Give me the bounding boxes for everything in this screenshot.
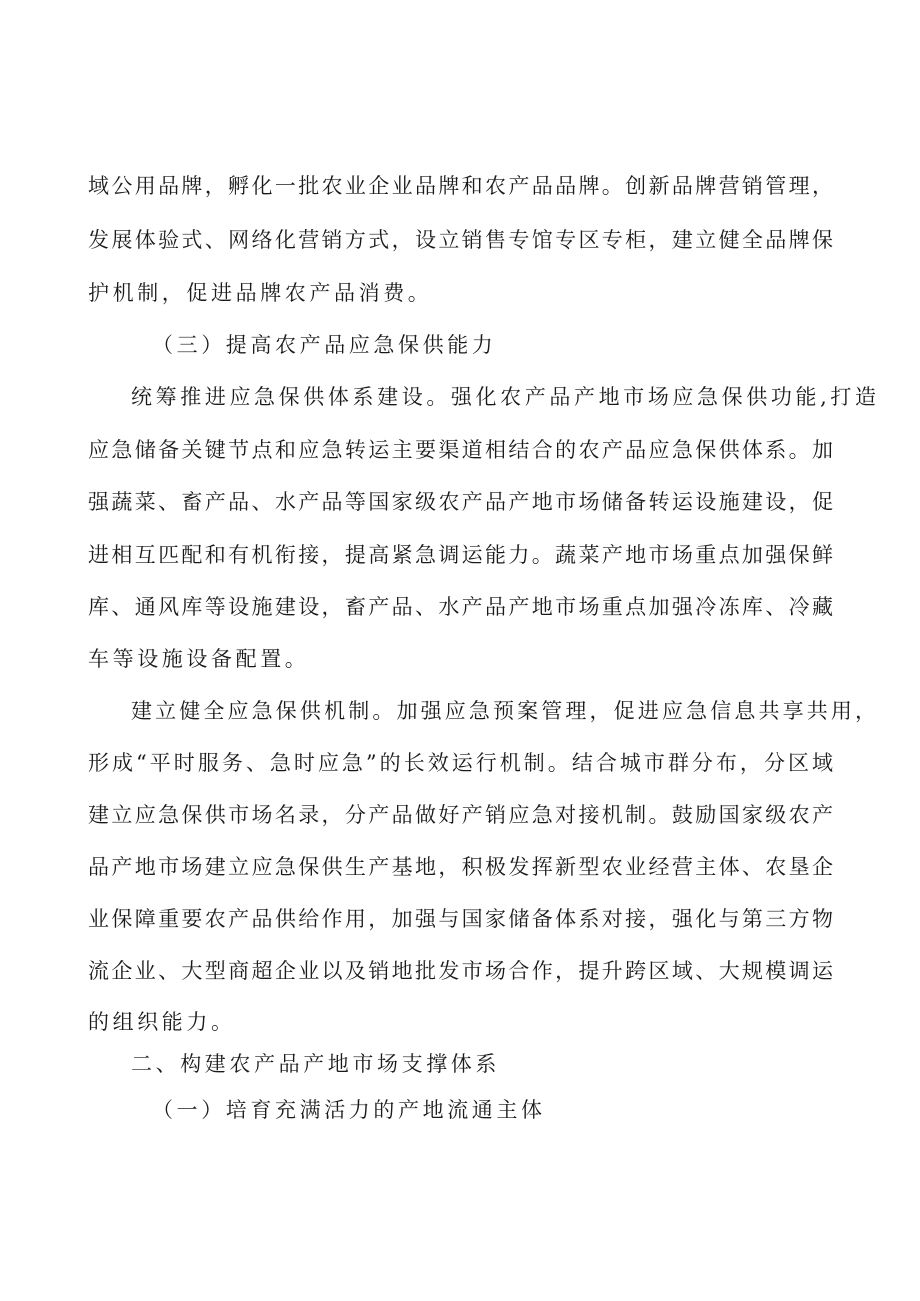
subsection-heading: （一）培育充满活力的产地流通主体 — [152, 1098, 546, 1122]
paragraph-line: 统筹推进应急保供体系建设。强化农产品产地市场应急保供功能,打造 — [131, 385, 876, 409]
paragraph-line: 流企业、大型商超企业以及销地批发市场合作，提升跨区域、大规模调运 — [88, 959, 833, 983]
paragraph-line: 建立健全应急保供机制。加强应急预案管理，促进应急信息共享共用， — [131, 699, 876, 723]
paragraph-line: 强蔬菜、畜产品、水产品等国家级农产品产地市场储备转运设施建设，促 — [88, 490, 833, 514]
paragraph-line: 护机制，促进品牌农产品消费。 — [88, 281, 433, 305]
paragraph-line: 库、通风库等设施建设，畜产品、水产品产地市场重点加强冷冻库、冷藏 — [88, 595, 833, 619]
paragraph-line: 域公用品牌，孵化一批农业企业品牌和农产品品牌。创新品牌营销管理， — [88, 174, 833, 198]
paragraph-line: 品产地市场建立应急保供生产基地，积极发挥新型农业经营主体、农垦企 — [88, 855, 833, 879]
paragraph-line: 发展体验式、网络化营销方式，设立销售专馆专区专柜，建立健全品牌保 — [88, 228, 833, 252]
paragraph-line: 建立应急保供市场名录，分产品做好产销应急对接机制。鼓励国家级农产 — [88, 803, 833, 827]
subsection-heading: （三）提高农产品应急保供能力 — [152, 333, 497, 357]
paragraph-line: 的组织能力。 — [88, 1010, 236, 1034]
paragraph-line: 应急储备关键节点和应急转运主要渠道相结合的农产品应急保供体系。加 — [88, 438, 833, 462]
section-heading: 二、构建农产品产地市场支撑体系 — [131, 1052, 500, 1076]
paragraph-line: 车等设施设备配置。 — [88, 647, 310, 671]
paragraph-line: 形成“平时服务、急时应急”的长效运行机制。结合城市群分布，分区域 — [88, 751, 833, 775]
paragraph-line: 进相互匹配和有机衔接，提高紧急调运能力。蔬菜产地市场重点加强保鲜 — [88, 543, 833, 567]
paragraph-line: 业保障重要农产品供给作用，加强与国家储备体系对接，强化与第三方物 — [88, 907, 833, 931]
